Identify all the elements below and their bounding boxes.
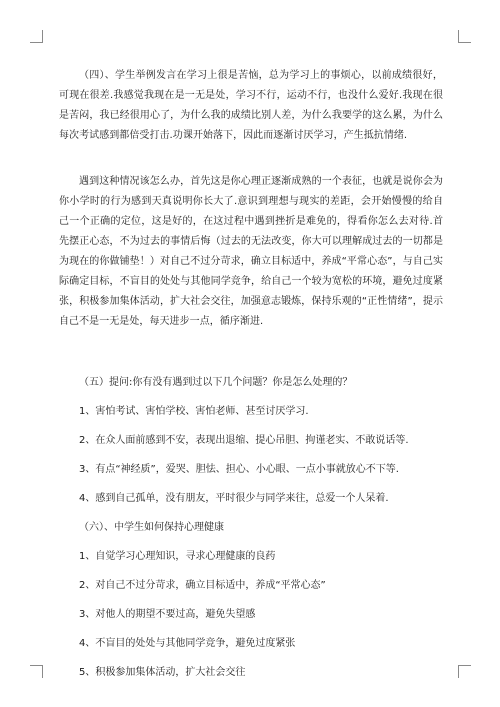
- page-corner-mark-bottom-right: [458, 665, 471, 678]
- list-item: 5、积极参加集体活动，扩大社会交往: [79, 667, 246, 678]
- list-item: 2、在众人面前感到不安，表现出退缩、提心吊胆、拘谨老实、不敢说话等.: [79, 435, 409, 446]
- paragraph-how-to-handle: 遇到这种情况该怎么办，首先这是你心理正逐渐成熟的一个表征，也就是说你会为你小学时的行为感到天真说明你长大了.意识到理想与现实的差距，会开始慢慢的给自己一个正确的定位，这是好的，在这过程中遇到挫折是难免的，得看你怎么去对待.首先摆正心态，不为过去的事情后悔（过去的无法改变，你大可以理解成过去的一切都是为现在的你做铺垫！）对自己不过分苛求，确立目标适中，养成“平常心态”，与自己实际确定目标，不盲目的处处与其他同学竞争，给自己一个较为宽松的环境，避免过度紧张，积极参加集体活动，扩大社会交往，加强意志锻炼，保持乐观的“正性情绪”，提示自己不是一无是处，每天进步一点，循序渐进.: [59, 176, 443, 327]
- list-item: 1、自觉学习心理知识，寻求心理健康的良药: [79, 551, 276, 562]
- page-corner-mark-top-right: [458, 30, 471, 43]
- paragraph-student-example: （四）、学生举例发言在学习上很是苦恼，总为学习上的事烦心，以前成绩很好，可现在很差.我感觉我现在是一无是处，学习不行，运动不行，也没什么爱好.我现在很是苦闷，我已经很用心了，为什么我的成绩比别人差，为什么我要学的这么累，为什么每次考试感到都倍受打击.功课开始落下，因此而逐渐讨厌学习，产生抵抗情绪.: [59, 70, 443, 141]
- page-corner-mark-bottom-left: [30, 665, 43, 678]
- page-corner-mark-top-left: [30, 30, 43, 43]
- section-six-heading: （六）、中学生如何保持心理健康: [79, 522, 224, 533]
- section-five-heading: （五）提问:你有没有遇到过以下几个问题？你是怎么处理的？: [79, 377, 353, 388]
- paragraph-advice: [59, 172, 443, 332]
- list-item: 3、对他人的期望不要过高，避免失望感: [79, 609, 256, 620]
- list-item: 4、不盲目的处处与其他同学竞争，避免过度紧张: [79, 638, 296, 649]
- list-item: 4、感到自己孤单，没有朋友，平时很少与同学来往，总爱一个人呆着.: [79, 493, 389, 504]
- paragraph-section-four: [59, 66, 443, 146]
- list-item: 2、对自己不过分苛求，确立目标适中，养成“平常心态”: [79, 580, 326, 591]
- list-item: 3、有点“神经质”，爱哭、胆怯、担心、小心眼、一点小事就放心不下等.: [79, 464, 399, 475]
- list-item: 1、害怕考试、害怕学校、害怕老师、甚至讨厌学习.: [79, 406, 309, 417]
